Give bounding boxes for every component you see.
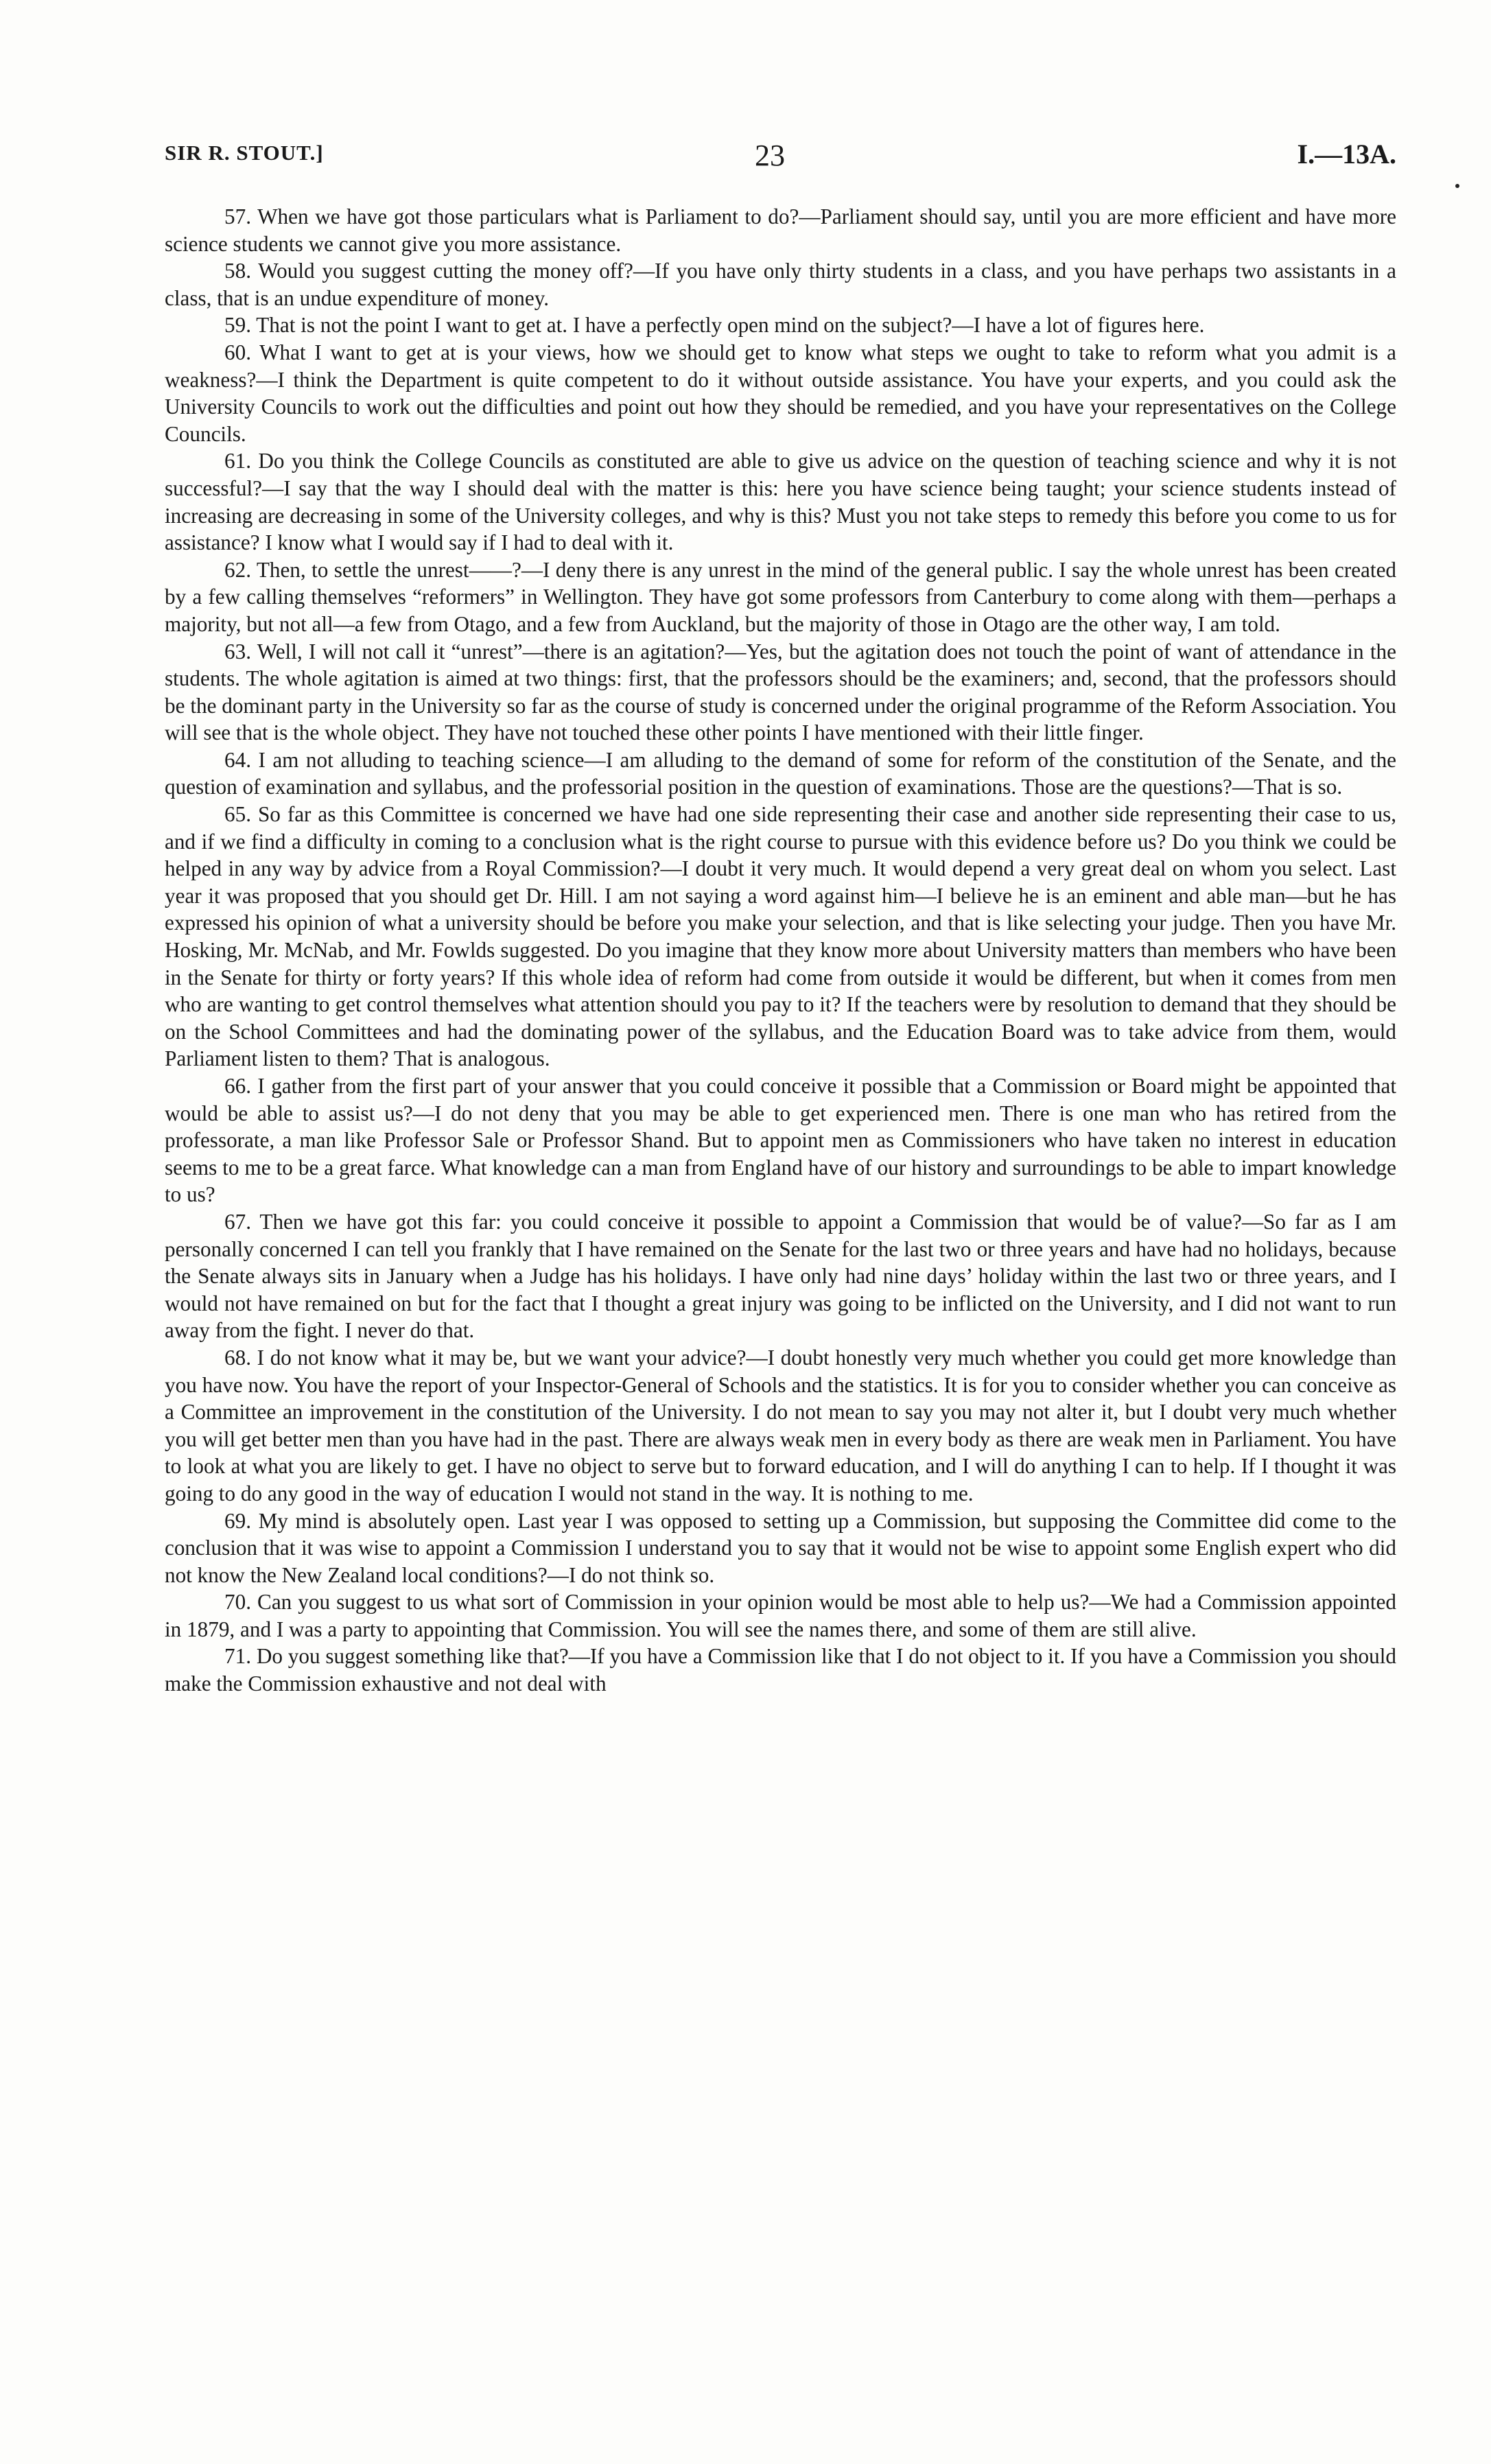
- question-number: 61.: [224, 449, 251, 473]
- question-text: Do you think the College Councils as constituted are able to give us advice on the question of teaching science and why it is not successful?—I say that the way I should deal with the matter is this: here you have science being taught; your science students instead of increasing are decreasing in some of the University colleges, and why is this? Must you not take steps to remedy this before you come to us for assistance? I know what I would say if I had to deal with it.: [165, 449, 1397, 555]
- question-text: What I want to get at is your views, how we should get to know what steps we ought to take to reform what you admit is a weakness?—I think the Department is quite competent to do it without outside assistance. You have your experts, and you could ask the University Councils to work out the difficulties and point out how they should be remedied, and you have your representatives on the College Councils.: [165, 340, 1396, 446]
- question-number: 57.: [224, 204, 251, 228]
- question-number: 67.: [224, 1209, 251, 1234]
- header-witness-name: SIR R. STOUT.]: [165, 141, 324, 165]
- question-70: [165, 1588, 1396, 1643]
- question-65: [165, 801, 1396, 1072]
- question-number: 64.: [224, 747, 251, 772]
- question-text: Then we have got this far: you could conceive it possible to appoint a Commission that would be of value?—So far as I am personally concerned I can tell you frankly that I have remained on the Senate for the last two or three years and have had no holidays, because the Senate always sits in January when a Judge has his holidays. I have only had nine days’ holiday within the last two or three years, and I would not have remained on but for the fact that I thought a great injury was going to be inflicted on the University, and I did not want to run away from the fight. I never do that.: [165, 1209, 1396, 1343]
- question-68: [165, 1344, 1396, 1507]
- question-66: [165, 1072, 1396, 1208]
- question-text: Can you suggest to us what sort of Commission in your opinion would be most able to help us?—We had a Commission appointed in 1879, and I was a party to appointing that Commission. You will see the names there, and some of them are still alive.: [165, 1590, 1396, 1641]
- question-text: I do not know what it may be, but we want your advice?—I doubt honestly very much whether you could get more knowledge than you have now. You have the report of your Inspector-General of Schools and the statistics. It is for you to consider whether you can conceive as a Committee an improvement in the constitution of the University. I do not mean to say you may not alter it, but I doubt very much whether you will get better men than you have had in the past. There are always weak men in every body as there are weak men in Parliament. You have to look at what you are likely to get. I have no object to serve but to forward education, and I will do anything I can to help. If I thought it was going to do any good in the way of education I would not stand in the way. It is nothing to me.: [165, 1345, 1397, 1505]
- question-number: 65.: [224, 802, 251, 827]
- question-text: So far as this Committee is concerned we have had one side representing their case and another side representing their case to us, and if we find a difficulty in coming to a conclusion what is the right course to pursue with this evidence before us? Do you think we could be helped in any way by advice from a Royal Commission?—I doubt it very much. It would depend a very great deal on whom you select. Last year it was proposed that you should get Dr. Hill. I am not saying a word against him—I believe he is an eminent and able man—but he has expressed his opinion of what a university should be before you make your selection, and that is like selecting your judge. Then you have Mr. Hosking, Mr. McNab, and Mr. Fowlds suggested. Do you imagine that they know more about University matters than members who have been in the Senate for thirty or forty years? If this whole idea of reform had come from outside it would be different, but when it comes from men who are wanting to get control themselves what attention should you pay to it? If the teachers were by resolution to demand that they should be on the School Committees and had the dominating power of the syllabus, and the Education Board was to take advice from them, would Parliament listen to them? That is analogous.: [165, 802, 1396, 1071]
- question-number: 71.: [224, 1644, 251, 1669]
- question-60: [165, 339, 1396, 447]
- paper-reference: I.—13A.: [1297, 139, 1396, 169]
- question-text: That is not the point I want to get at. I have a perfectly open mind on the subject?—I have a lot of figures here.: [256, 313, 1205, 338]
- question-69: [165, 1507, 1396, 1589]
- question-63: [165, 638, 1396, 747]
- question-59: [165, 312, 1396, 339]
- question-71: [165, 1643, 1396, 1697]
- question-text: Well, I will not call it “unrest”—there is an agitation?—Yes, but the agitation does not touch the point of want of attendance in the students. The whole agitation is aimed at two things: first, that the professors should be the examiners; and, second, that the professors should be the dominant party in the University so far as the course of study is concerned under the original programme of the Reform Association. You will see that is the whole object. They have not touched these other points I have mentioned with their little finger.: [165, 639, 1396, 745]
- question-text: Do you suggest something like that?—If you have a Commission like that I do not object to it. If you have a Commission you should make the Commission exhaustive and not deal with: [165, 1644, 1396, 1696]
- evidence-body: [165, 203, 1396, 1698]
- margin-mark: [1455, 184, 1459, 188]
- question-number: 70.: [224, 1590, 251, 1615]
- question-text: When we have got those particulars what is Parliament to do?—Parliament should say, until you are more efficient and have more science students we cannot give you more assistance.: [165, 204, 1397, 256]
- question-57: [165, 203, 1396, 257]
- question-number: 63.: [224, 639, 251, 664]
- question-text: I am not alluding to teaching science—I am alluding to the demand of some for reform of the constitution of the Senate, and the question of examination and syllabus, and the professorial position in the question of examinations. Those are the questions?—That is so.: [165, 747, 1397, 799]
- question-text: Then, to settle the unrest——?—I deny there is any unrest in the mind of the general public. I say the whole unrest has been created by a few calling themselves “reformers” in Wellington. They have got some professors from Canterbury to come along with them—perhaps a majority, but not all—a few from Otago, and a few from Auckland, but the majority of those in Otago are the other way, I am told.: [165, 557, 1397, 636]
- question-number: 69.: [224, 1508, 251, 1533]
- question-61: [165, 447, 1396, 556]
- question-text: I gather from the first part of your answer that you could conceive it possible that a Commission or Board might be appointed that would be able to assist us?—I do not deny that you may be able to get experienced men. There is one man who has retired from the professorate, a man like Professor Sale or Professor Shand. But to appoint men as Commissioners who have taken no interest in education seems to me to be a great farce. What knowledge can a man from England have of our history and surroundings to be able to impart knowledge to us?: [165, 1074, 1396, 1207]
- question-64: [165, 747, 1396, 801]
- page-header: [165, 141, 1396, 182]
- page-number: 23: [755, 139, 785, 172]
- question-62: [165, 556, 1396, 638]
- question-58: [165, 257, 1396, 312]
- question-number: 58.: [224, 259, 251, 283]
- question-number: 62.: [224, 557, 251, 582]
- question-text: Would you suggest cutting the money off?—If you have only thirty students in a class, and you have perhaps two assistants in a class, that is an undue expenditure of money.: [165, 259, 1396, 310]
- question-number: 59.: [224, 313, 251, 338]
- question-text: My mind is absolutely open. Last year I was opposed to setting up a Commission, but supposing the Committee did come to the conclusion that it was wise to appoint a Commission I understand you to say that it would not be wise to appoint some English expert who did not know the New Zealand local conditions?—I do not think so.: [165, 1508, 1396, 1587]
- question-67: [165, 1208, 1396, 1344]
- question-number: 66.: [224, 1074, 251, 1098]
- question-number: 68.: [224, 1345, 251, 1370]
- question-number: 60.: [224, 340, 251, 364]
